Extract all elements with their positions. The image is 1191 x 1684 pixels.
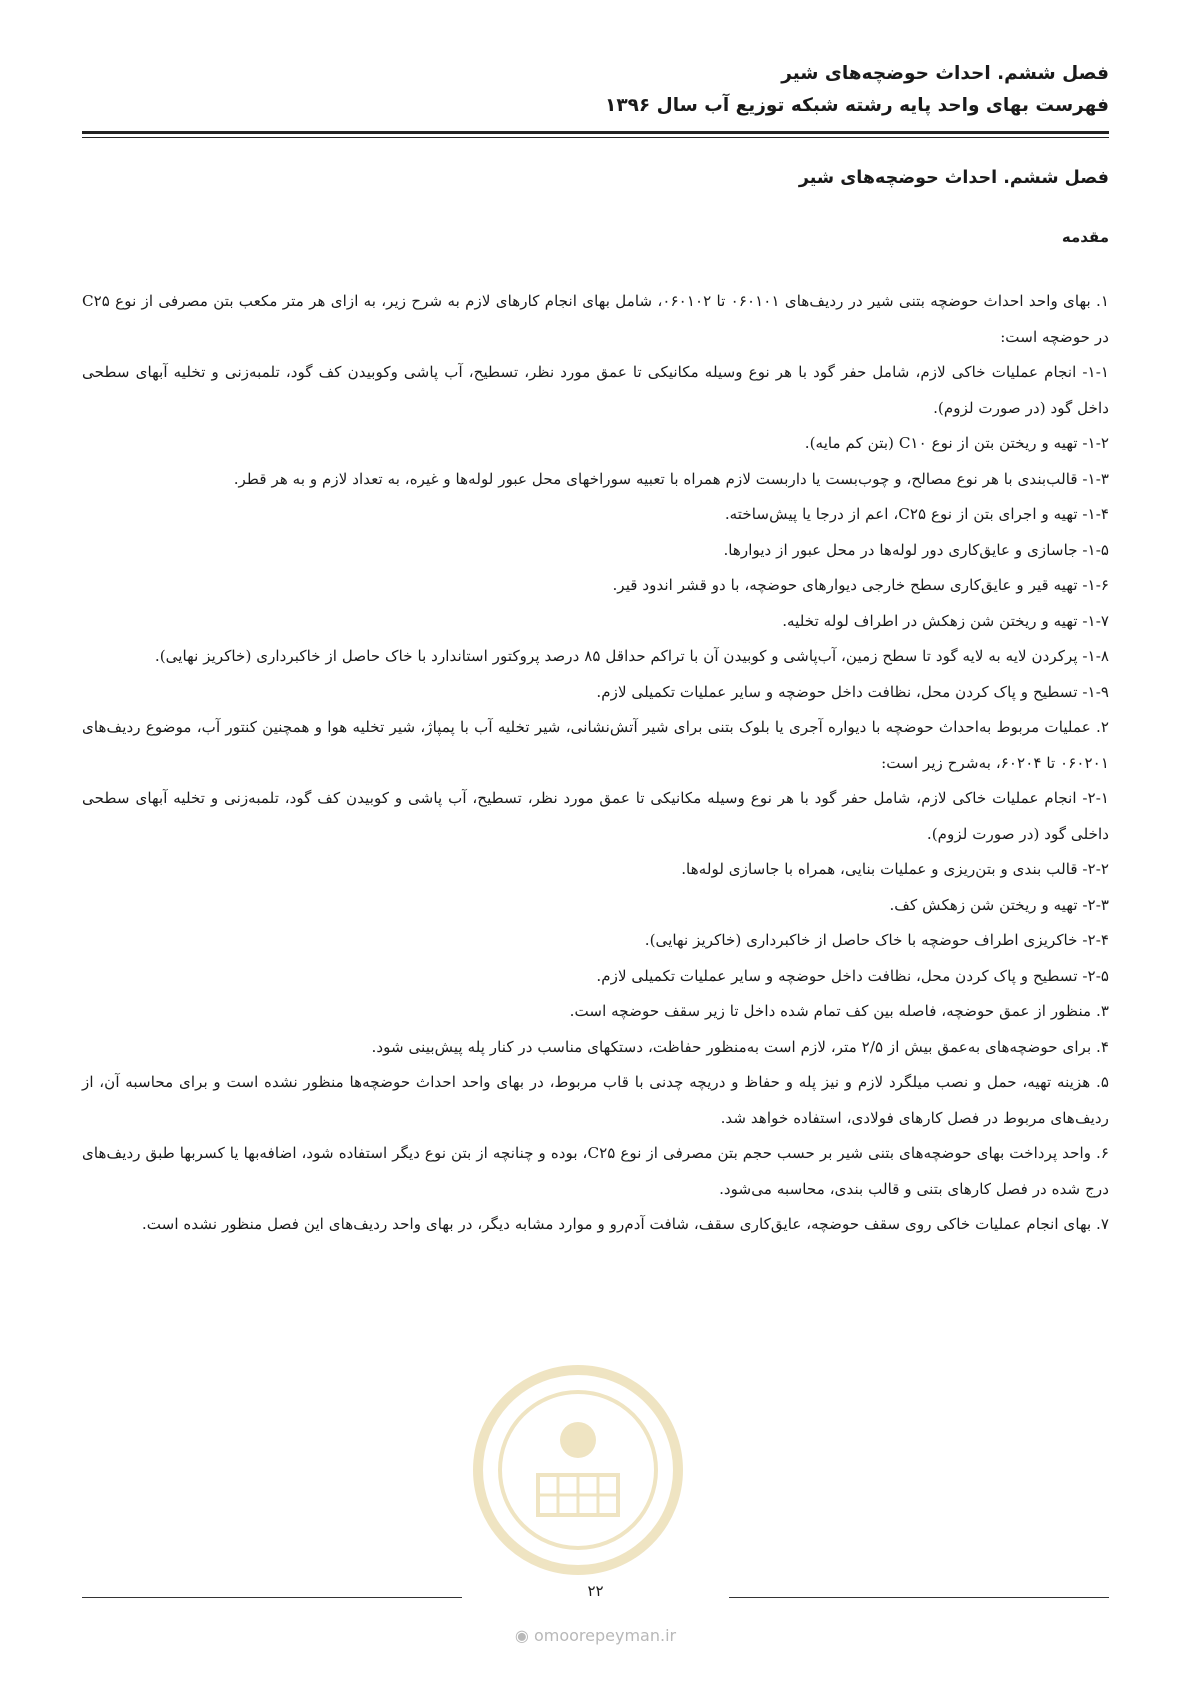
paragraph: ۲-۴- خاکریزی اطراف حوضچه با خاک حاصل از خاکبرداری (خاکریز نهایی).	[644, 931, 1109, 949]
paragraph: ۲-۵- تسطیح و پاک کردن محل، نظافت داخل حوضچه و سایر عملیات تکمیلی لازم.	[596, 966, 1109, 985]
paragraph: ۲-۲- قالب بندی و بتن‌ریزی و عملیات بنایی، همراه با جاسازی لوله‌ها.	[681, 860, 1109, 878]
watermark-text: ◉ omoorepeyman.ir	[514, 1626, 677, 1645]
paragraph: ۷. بهای انجام عملیات خاکی روی سقف حوضچه، عایق‌کاری سقف، شافت آدم‌رو و موارد مشابه دیگر، در بهای واحد ردیف‌های این فصل منظور نشده است.	[141, 1215, 1109, 1233]
paragraph: ۶. واحد پرداخت بهای حوضچه‌های بتنی شیر بر حسب حجم بتن مصرفی از نوع C۲۵، بوده و چنانچه از بتن نوع دیگر استفاده شود، اضافه‌بها یا کسربها طبق ردیف‌های درج شده در فصل کارهای بتنی و قالب بندی، محاسبه می‌شود.	[82, 1144, 1109, 1198]
header-rule-thick	[82, 131, 1109, 134]
paragraph: ۱-۱- انجام عملیات خاکی لازم، شامل حفر گود با هر نوع وسیله مکانیکی تا عمق مورد نظر، تسطیح، آب پاشی وکوبیدن کف گود، تلمبه‌زنی و تخلیه آبهای سطحی داخل گود (در صورت لزوم).	[82, 363, 1109, 417]
watermark-url: omoorepeyman.ir	[533, 1626, 677, 1645]
paragraph: ۴. برای حوضچه‌های به‌عمق بیش از ۲/۵ متر، لازم است به‌منظور حفاظت، دستکهای مناسب در کنار پله پیش‌بینی شود.	[371, 1037, 1109, 1056]
paragraph: ۲-۳- تهیه و ریختن شن زهکش کف.	[889, 895, 1109, 914]
paragraph: ۳. منظور از عمق حوضچه، فاصله بین کف تمام شده داخل تا زیر سقف حوضچه است.	[569, 1002, 1109, 1020]
paragraph: ۱-۵- جاسازی و عایق‌کاری دور لوله‌ها در محل عبور از دیوارها.	[723, 540, 1109, 559]
section-title: فصل ششم. احداث حوضچه‌های شیر	[798, 168, 1109, 188]
introduction-heading: مقدمه	[1061, 228, 1109, 246]
paragraph: ۱-۶- تهیه قیر و عایق‌کاری سطح خارجی دیوارهای حوضچه، با دو قشر اندود قیر.	[612, 576, 1109, 594]
paragraph: ۱. بهای واحد احداث حوضچه بتنی شیر در ردیف‌های ۰۶۰۱۰۱ تا ۰۶۰۱۰۲، شامل بهای انجام کارهای لازم به شرح زیر، به ازای هر متر مکعب بتن مصرفی از نوع C۲۵ در حوضچه است:	[82, 292, 1110, 346]
paragraph: ۲. عملیات مربوط به‌احداث حوضچه با دیواره آجری یا بلوک بتنی برای شیر آتش‌نشانی، شیر تخلیه آب با پمپاژ، شیر تخلیه هوا و همچنین کنتور آب، موضوع ردیف‌های ۰۶۰۲۰۱ تا ۶۰۲۰۴، به‌شرح زیر است:	[82, 718, 1110, 772]
paragraph: ۱-۴- تهیه و اجرای بتن از نوع C۲۵، اعم از درجا یا پیش‌ساخته.	[724, 505, 1109, 523]
paragraph: ۱-۹- تسطیح و پاک کردن محل، نظافت داخل حوضچه و سایر عملیات تکمیلی لازم.	[596, 682, 1109, 701]
paragraph: ۲-۱- انجام عملیات خاکی لازم، شامل حفر گود با هر نوع وسیله مکانیکی تا عمق مورد نظر، تسطیح، آب پاشی و کوبیدن کف گود، تلمبه‌زنی و تخلیه آبهای سطحی داخلی گود (در صورت لزوم).	[82, 789, 1109, 843]
paragraph: ۱-۲- تهیه و ریختن بتن از نوع C۱۰ (بتن کم مایه).	[804, 434, 1109, 452]
seal-logo-icon	[468, 1360, 688, 1580]
paragraph: ۵. هزینه تهیه، حمل و نصب میلگرد لازم و نیز پله و حفاظ و دریچه چدنی با قاب مربوط، در بهای واحد احداث حوضچه‌ها منظور نشده است و برای محاسبه آن، از ردیف‌های مربوط در فصل کارهای فولادی، استفاده خواهد شد.	[82, 1073, 1109, 1127]
paragraph: ۱-۷- تهیه و ریختن شن زهکش در اطراف لوله تخلیه.	[782, 611, 1109, 630]
paragraph: ۱-۸- پرکردن لایه به لایه گود تا سطح زمین، آب‌پاشی و کوبیدن آن با تراکم حداقل ۸۵ درصد پروکتور استاندارد با خاک حاصل از خاکبرداری (خاکریز نهایی).	[154, 647, 1109, 665]
header-document-title: فهرست بهای واحد پایه رشته شبکه توزیع آب سال ۱۳۹۶	[605, 95, 1109, 116]
paragraph: ۱-۳- قالب‌بندی با هر نوع مصالح، و چوب‌بست یا داربست لازم همراه با تعبیه سوراخهای محل عبور لوله‌ها و غیره، به تعداد لازم و به هر قطر.	[233, 469, 1109, 488]
body-text	[82, 284, 1109, 1243]
header-rule-thin	[82, 137, 1109, 138]
header-chapter-title: فصل ششم. احداث حوضچه‌های شیر	[781, 63, 1109, 84]
page-number: ۲۲	[587, 1582, 604, 1600]
running-header	[82, 58, 1109, 122]
